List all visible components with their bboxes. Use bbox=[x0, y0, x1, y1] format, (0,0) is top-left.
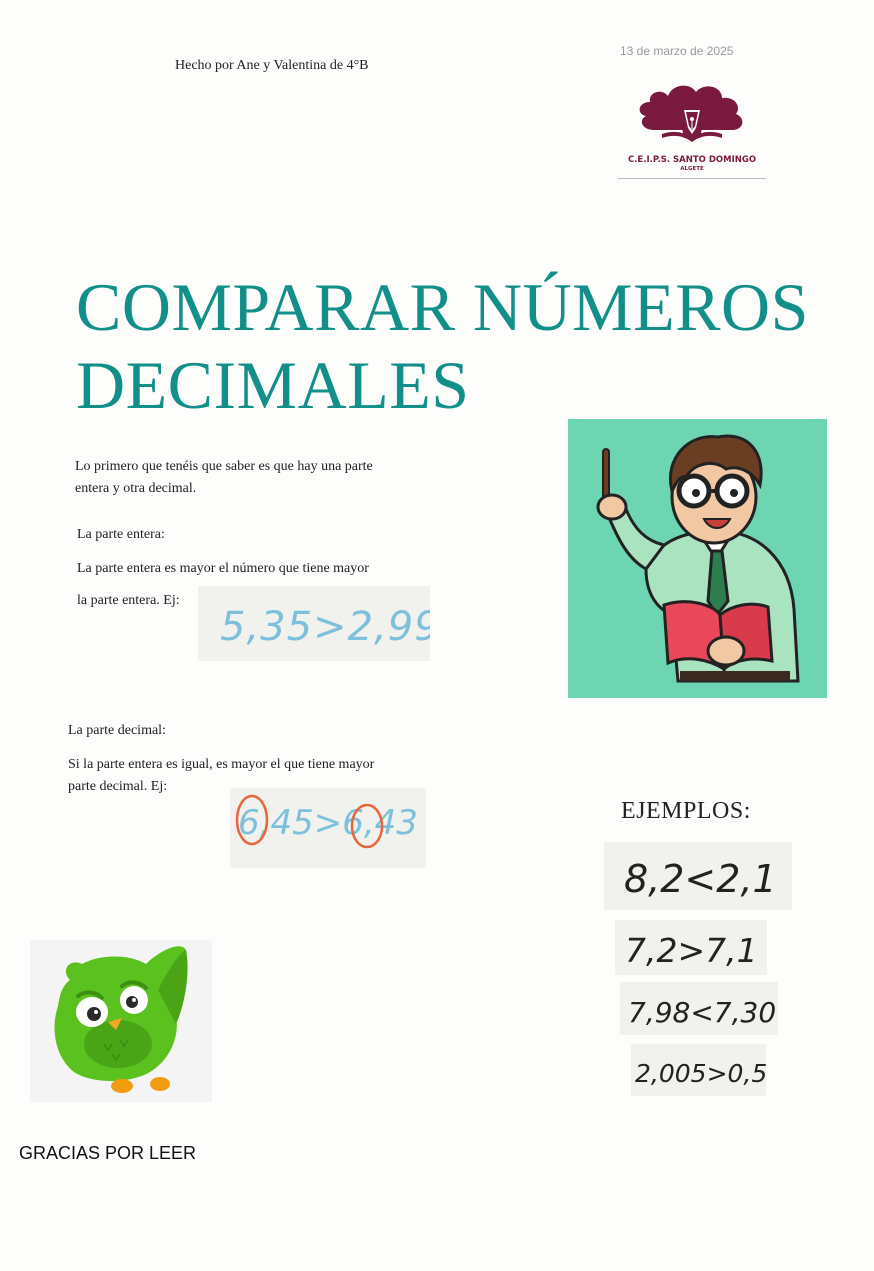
ejemplo-1-text: 8,2<2,1 bbox=[624, 857, 777, 901]
entera-text-line2: la parte entera. Ej: bbox=[77, 593, 180, 608]
decimal-example-handwriting bbox=[230, 788, 426, 868]
school-logo bbox=[618, 72, 766, 180]
page-title: COMPARAR NÚMEROS DECIMALES bbox=[76, 269, 809, 423]
school-town-text: ALGETE bbox=[680, 166, 704, 172]
entera-example-handwriting bbox=[198, 586, 430, 661]
thanks-footer: GRACIAS POR LEER bbox=[19, 1143, 197, 1163]
decimal-heading: La parte decimal: bbox=[68, 723, 166, 738]
entera-example-text: 5,35>2,99 bbox=[220, 604, 430, 650]
teacher-illustration bbox=[568, 419, 827, 698]
ejemplo-2-handwriting bbox=[615, 920, 767, 975]
entera-heading: La parte entera: bbox=[77, 527, 165, 542]
ejemplos-heading: EJEMPLOS: bbox=[621, 798, 751, 824]
school-name-text: C.E.I.P.S. SANTO DOMINGO bbox=[627, 155, 757, 165]
teacher-illustration-icon bbox=[568, 419, 827, 698]
ejemplo-3-text: 7,98<7,30 bbox=[628, 996, 777, 1029]
entera-text-line1: La parte entera es mayor el número que tiene mayor bbox=[77, 561, 369, 576]
ejemplo-4-text: 2,005>0,5 bbox=[635, 1059, 766, 1088]
document-date: 13 de marzo de 2025 bbox=[620, 44, 734, 58]
ejemplo-4-handwriting bbox=[631, 1044, 766, 1096]
ejemplo-1-handwriting bbox=[604, 842, 792, 910]
logo-underline bbox=[618, 178, 766, 179]
owl-mascot bbox=[30, 940, 212, 1102]
ejemplo-2-text: 7,2>7,1 bbox=[625, 931, 758, 970]
owl-mascot-icon bbox=[30, 940, 212, 1102]
intro-paragraph: Lo primero que tenéis que saber es que hay una parte entera y otra decimal. bbox=[75, 459, 373, 496]
school-tree-pen-logo-icon bbox=[618, 72, 766, 180]
decimal-example-text: 6,45>6,43 bbox=[238, 803, 418, 843]
decimal-paragraph: Si la parte entera es igual, es mayor el que tiene mayor parte decimal. Ej: bbox=[68, 757, 375, 794]
author-credit: Hecho por Ane y Valentina de 4°B bbox=[175, 58, 369, 73]
ejemplo-3-handwriting bbox=[620, 982, 778, 1035]
